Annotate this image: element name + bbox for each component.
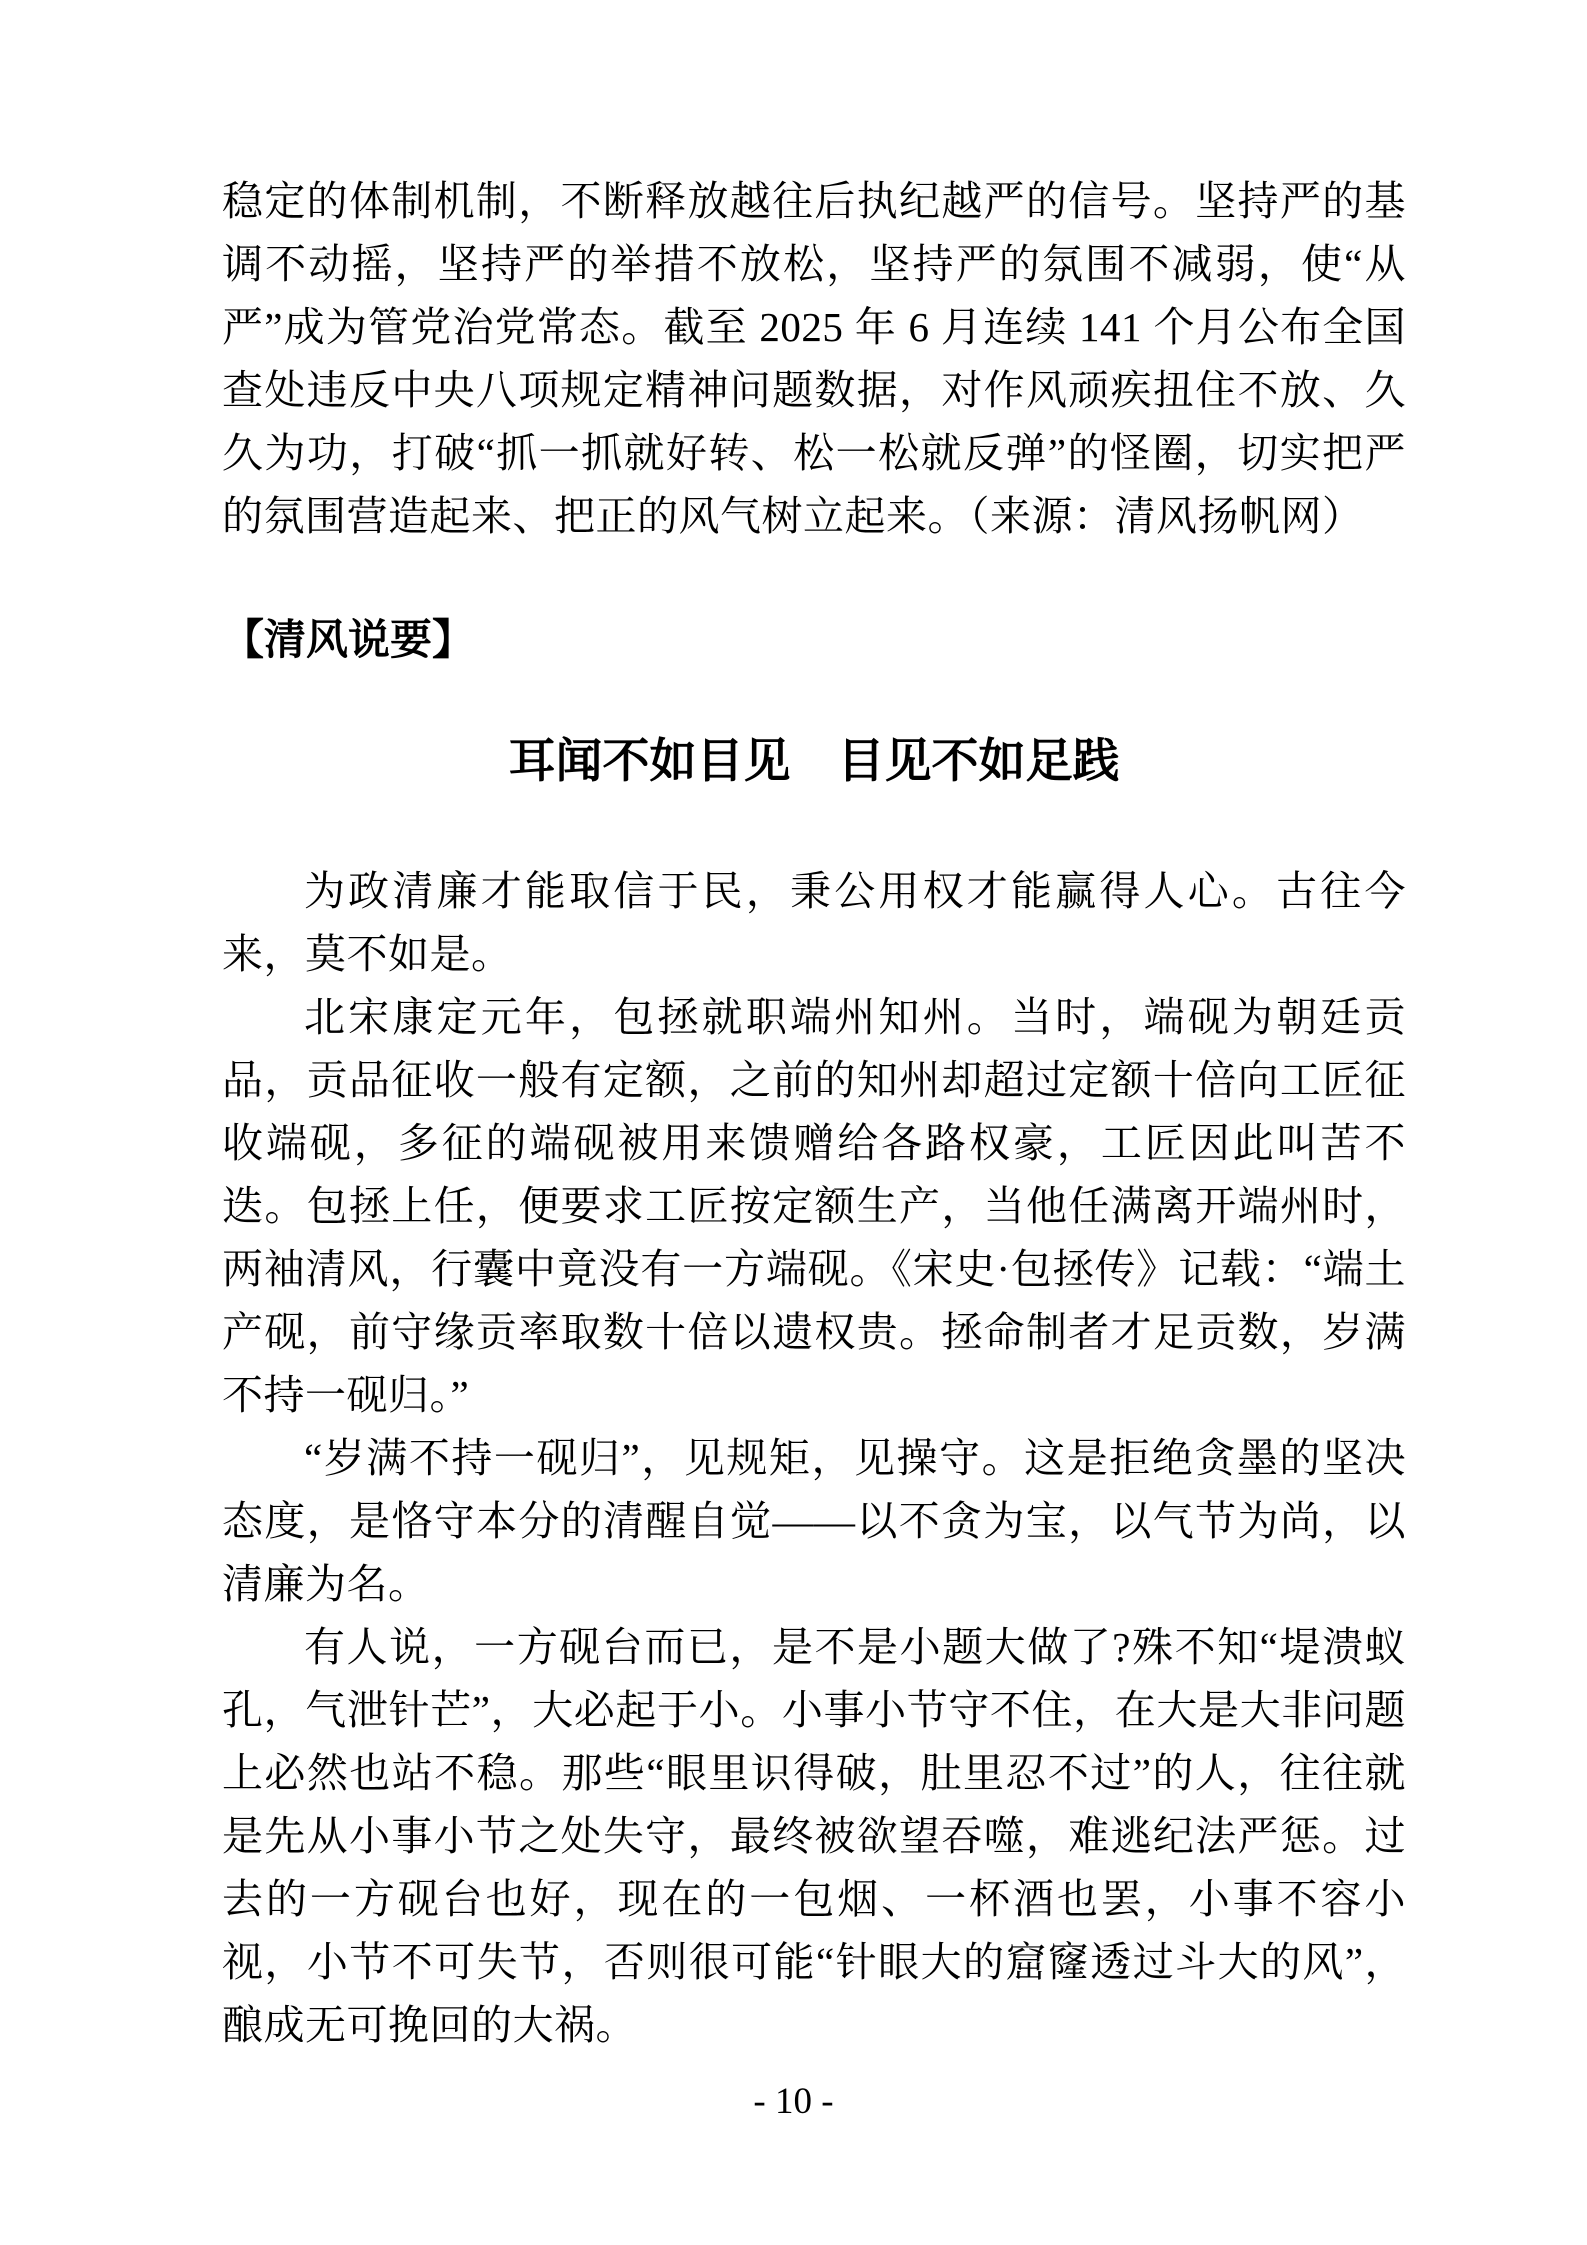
page-content (222, 170, 1406, 2057)
page-number: - 10 - (753, 2081, 834, 2122)
paragraph-continuation: 稳定的体制机制，不断释放越往后执纪越严的信号。坚持严的基调不动摇，坚持严的举措不放松，坚持严的氛围不减弱，使“从严”成为管党治党常态。截至 2025 年 6 月连续 141 个月公布全国查处违反中央八项规定精神问题数据，对作风顽疾扭住不放、久久为功，打破“抓一抓就好转、松一松就反弹”的怪圈，切实把严的氛围营造起来、把正的风气树立起来。（来源：清风扬帆网） (222, 178, 1406, 539)
paragraph: 北宋康定元年，包拯就职端州知州。当时，端砚为朝廷贡品，贡品征收一般有定额，之前的知州却超过定额十倍向工匠征收端砚，多征的端砚被用来馈赠给各路权豪，工匠因此叫苦不迭。包拯上任，便要求工匠按定额生产，当他任满离开端州时，两袖清风，行囊中竟没有一方端砚。《宋史·包拯传》记载：“端土产砚，前守缘贡率取数十倍以遗权贵。拯命制者才足贡数，岁满不持一砚归。” (222, 994, 1406, 1418)
section-header: 【清风说要】 (222, 618, 475, 664)
paragraph: 为政清廉才能取信于民，秉公用权才能赢得人心。古往今来，莫不如是。 (222, 868, 1406, 977)
article-title: 耳闻不如目见 目见不如足践 (508, 736, 1120, 788)
paragraph: 有人说，一方砚台而已，是不是小题大做了?殊不知“堤溃蚁孔，气泄针芒”，大必起于小。小事小节守不住，在大是大非问题上必然也站不稳。那些“眼里识得破，肚里忍不过”的人，往往就是先从小事小节之处失守，最终被欲望吞噬，难逃纪法严惩。过去的一方砚台也好，现在的一包烟、一杯酒也罢，小事不容小视，小节不可失节，否则很可能“针眼大的窟窿透过斗大的风”，酿成无可挽回的大祸。 (222, 1624, 1406, 2048)
paragraph: “岁满不持一砚归”，见规矩，见操守。这是拒绝贪墨的坚决态度，是恪守本分的清醒自觉——以不贪为宝，以气节为尚，以清廉为名。 (222, 1435, 1406, 1607)
